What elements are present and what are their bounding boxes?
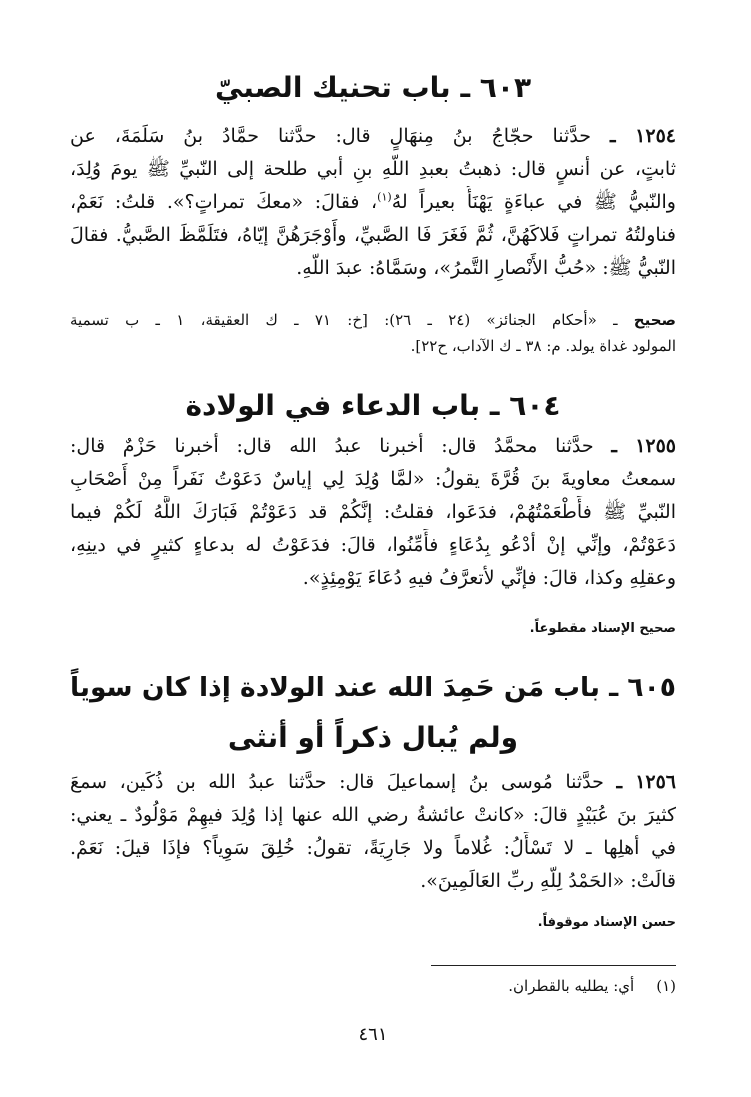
- hadith-1256: [70, 766, 676, 898]
- hadith-line: ١٢٥٦ ـ حدَّثنا مُوسى بنُ إسماعيلَ قال: حدَّثنا عبدُ الله بن ذُكَين، سمعَ: [70, 771, 676, 793]
- hadith-line: في أهلِها ـ لا تَسْأَلُ: غُلاماً ولا جَارِيَةً، تقولُ: خُلِقَ سَوِياً؟ فإذَا قيلَ: نَعَمْ.: [70, 837, 676, 859]
- grading-word: صحيح: [633, 311, 676, 329]
- page-number: ٤٦١: [358, 1024, 388, 1045]
- grading-1254: [70, 307, 676, 359]
- grading-1255: صحيح الإسناد مقطوعاً.: [529, 621, 676, 636]
- hadith-line: فناولتُهُ تمراتٍ فَلاكَهُنَّ، ثُمَّ فَغَرَ فَا الصَّبيِّ، وأَوْجَرَهُنَّ إيّاهُ، فتَلَمَّظَ الصَّبيُّ. فقالَ: [70, 224, 676, 246]
- hadith-line: والنّبيُّ ﷺ في عباءَةٍ يَهْنَأُ بعيراً لهُ$^{(١)}$، فقالَ: «معكَ تمراتٍ؟». قلتُ: نَعَمْ،: [70, 190, 676, 213]
- hadith-number: ١٢٥٤ ـ: [610, 125, 676, 147]
- hadith-line: وعقلِهِ وكذا، قالَ: فإنِّي لأتعرَّفُ فيهِ دُعَاءَ يَوْمِئِذٍ».: [302, 567, 676, 589]
- hadith-line: ثابتٍ، عن أنسٍ قال: ذهبتُ بعبدِ اللّهِ بنِ أبي طلحة إلى النّبيِّ ﷺ يومَ وُلِدَ،: [70, 158, 676, 180]
- hadith-number: ١٢٥٥ ـ: [611, 435, 676, 457]
- footnote-number: (١): [656, 977, 676, 995]
- hadith-line: ١٢٥٥ ـ حدَّثنا محمَّدُ قال: أخبرنا عبدُ الله قال: أخبرنا حَزْمٌ قال:: [70, 435, 676, 457]
- chapter-title-604: ٦٠٤ ـ باب الدعاء في الولادة: [185, 389, 561, 422]
- hadith-line: قالَتْ: «الحَمْدُ لِلّهِ ربِّ العَالَمِينَ».: [420, 870, 676, 892]
- grading-1256: حسن الإسناد موقوفاً.: [537, 915, 676, 930]
- chapter-title-603: ٦٠٣ ـ باب تحنيك الصبيّ: [214, 71, 532, 104]
- footnote-divider: [431, 965, 676, 966]
- book-page: [70, 0, 676, 1097]
- footnote: [508, 973, 676, 999]
- hadith-line: دَعَوْتُمْ، وإنِّي إنْ أدْعُو بِدُعَاءٍ فأَمِّنُوا، قالَ: فدَعَوْتُ له بدعاءٍ كثيرٍ في دينِهِ،: [70, 534, 676, 556]
- footnote-ref: (١): [377, 190, 392, 204]
- chapter-title-605: ٦٠٥ ـ باب مَن حَمِدَ الله عند الولادة إذا كان سوياً: [70, 672, 676, 703]
- hadith-number: ١٢٥٦ ـ: [616, 771, 676, 793]
- hadith-line: النّبيُّ ﷺ: «حُبُّ الأَنْصارِ التَّمرُ»، وسَمَّاهُ: عبدَ اللّهِ.: [296, 257, 676, 279]
- hadith-line: كثيرَ بنَ عُبَيْدٍ قالَ: «كانتْ عائشةُ رضي الله عنها إذا وُلِدَ فيهِمْ مَوْلُودٌ ـ يعني:: [70, 804, 676, 826]
- hadith-line: سمعتُ معاويةَ بنَ قُرَّةَ يقولُ: «لمَّا وُلِدَ لِي إياسٌ دَعَوْتُ نَفَراً مِنْ أَصْحَابِ: [70, 468, 676, 490]
- chapter-title-605-continued: ولم يُبال ذكراً أو أنثى: [227, 721, 519, 754]
- hadith-line: ١٢٥٤ ـ حدَّثنا حجّاجُ بنُ مِنهَالٍ قال: حدَّثنا حمَّادُ بنُ سَلَمَةَ، عن: [70, 125, 676, 147]
- footnote-text: أي: يطليه بالقطران.: [508, 977, 635, 995]
- hadith-line: النّبيِّ ﷺ فأَطْعَمْتُهُمْ، فدَعَوا، فقلتُ: إنَّكُمْ قد دَعَوْتُمْ فَبَارَكَ اللَّهُ لَكُمْ فيما: [70, 501, 676, 523]
- hadith-1254: [70, 120, 676, 285]
- grading-line: المولود غداة يولد. م: ٣٨ ـ ك الآداب، ح٢٢].: [410, 337, 676, 355]
- grading-line: صحيح ـ «أحكام الجنائز» (٢٤ ـ ٢٦): [خ: ٧١ ـ ك العقيقة، ١ ـ ب تسمية: [70, 311, 676, 329]
- hadith-1255: [70, 430, 676, 595]
